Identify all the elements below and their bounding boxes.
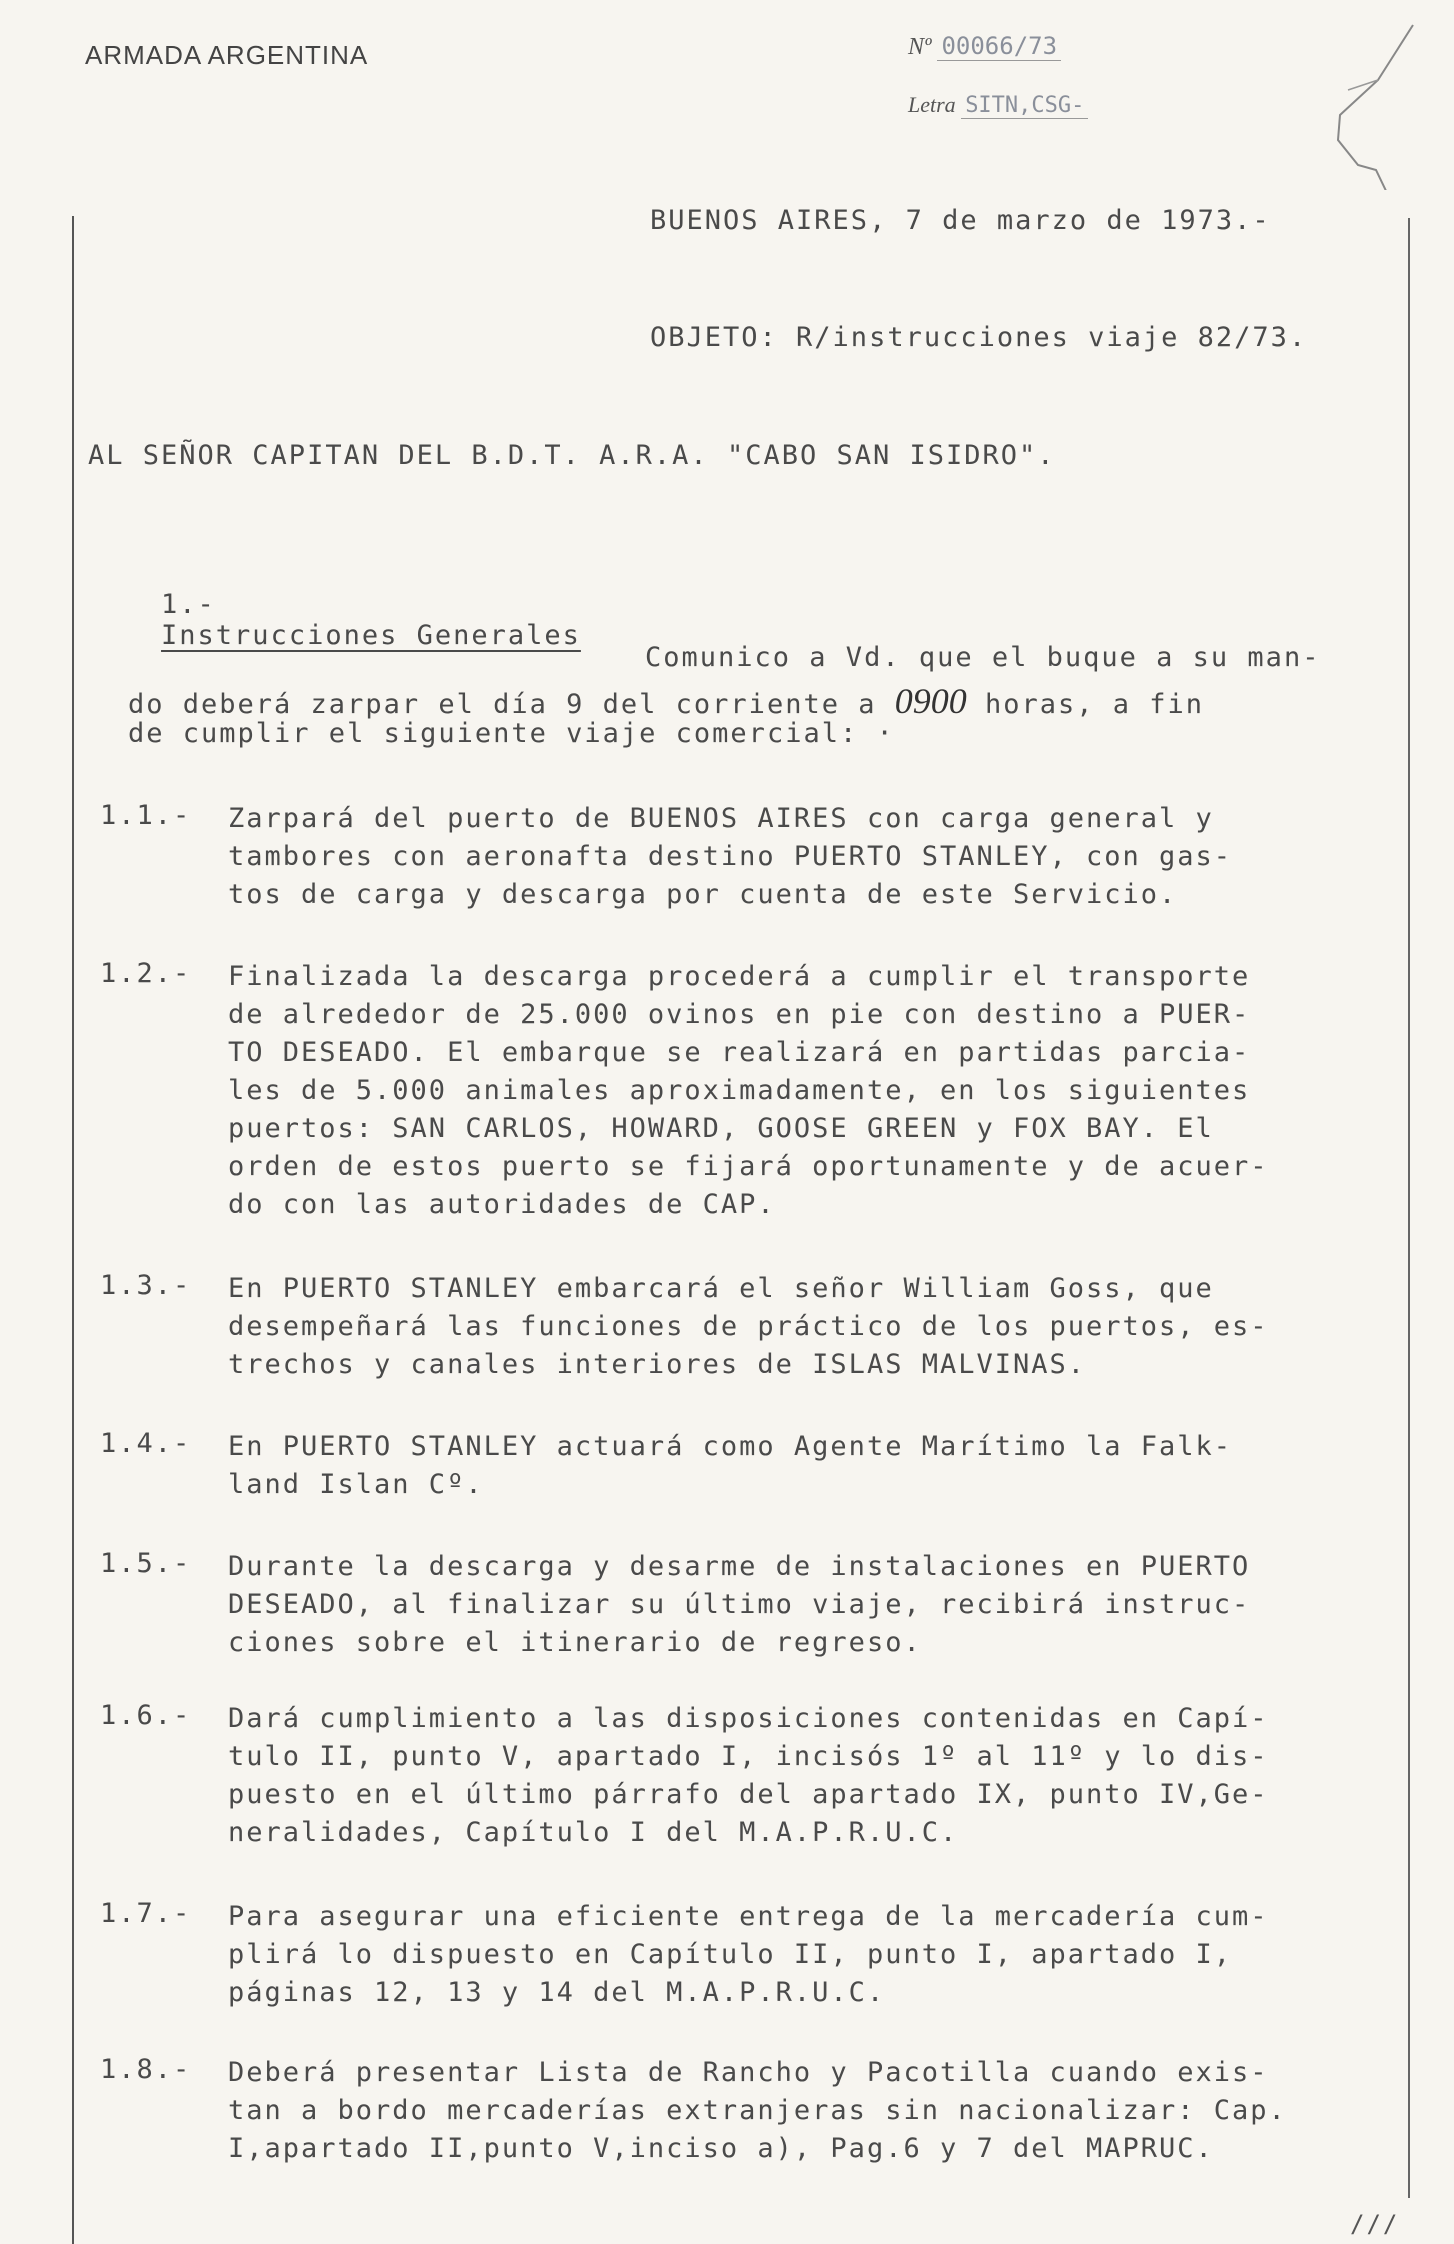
intro-line-2-b: horas, a fin xyxy=(966,689,1205,720)
paragraph-line: tambores con aeronafta destino PUERTO STANLEY, con gas- xyxy=(228,841,1233,872)
paragraph-body xyxy=(228,1428,1232,1504)
intro-line-1: Comunico a Vd. que el buque a su man- xyxy=(645,642,1321,673)
paragraph-line: Para asegurar una eficiente entrega de la mercadería cum- xyxy=(228,1901,1269,1932)
paragraph-body xyxy=(228,1548,1250,1662)
paragraph-line: land Islan Cº. xyxy=(228,1469,484,1500)
paragraph-body xyxy=(228,958,1269,1224)
section-heading xyxy=(88,558,581,682)
intro-line-3: de cumplir el siguiente viaje comercial: · xyxy=(128,718,895,749)
paragraph-line: plirá lo dispuesto en Capítulo II, punto I, apartado I, xyxy=(228,1939,1233,1970)
paragraph-line: Deberá presentar Lista de Rancho y Pacotilla cuando exis- xyxy=(228,2057,1269,2088)
paragraph-line: tulo II, punto V, apartado I, incisós 1º al 11º y lo dis- xyxy=(228,1741,1269,1772)
paragraph-line: trechos y canales interiores de ISLAS MALVINAS. xyxy=(228,1349,1087,1380)
paragraph-number: 1.3.- xyxy=(100,1270,192,1301)
paragraph-line: neralidades, Capítulo I del M.A.P.R.U.C. xyxy=(228,1817,959,1848)
paragraph-line: puertos: SAN CARLOS, HOWARD, GOOSE GREEN y FOX BAY. El xyxy=(228,1113,1214,1144)
paragraph-line: orden de estos puerto se fijará oportunamente y de acuer- xyxy=(228,1151,1269,1182)
continuation-mark: /// xyxy=(1350,2210,1400,2238)
letra-value: SITN,CSG- xyxy=(961,93,1088,119)
paragraph-line: I,apartado II,punto V,inciso a), Pag.6 y 7 del MAPRUC. xyxy=(228,2133,1214,2164)
paragraph-line: En PUERTO STANLEY embarcará el señor William Goss, que xyxy=(228,1273,1214,1304)
number-value: 00066/73 xyxy=(937,32,1061,61)
intro-line-2-a: do deberá zarpar el día 9 del corriente a xyxy=(128,689,895,720)
paragraph-line: desempeñará las funciones de práctico de los puertos, es- xyxy=(228,1311,1269,1342)
document-number xyxy=(908,32,1061,61)
paragraph-line: puesto en el último párrafo del apartado IX, punto IV,Ge- xyxy=(228,1779,1269,1810)
intro-line-2 xyxy=(128,680,1204,722)
paragraph-body xyxy=(228,1270,1269,1384)
letterhead: ARMADA ARGENTINA xyxy=(85,40,369,70)
paragraph-body xyxy=(228,800,1232,914)
objeto-line: OBJETO: R/instrucciones viaje 82/73. xyxy=(650,322,1308,353)
paragraph-line: les de 5.000 animales aproximadamente, en los siguientes xyxy=(228,1075,1251,1106)
paragraph-number: 1.1.- xyxy=(100,800,192,831)
paragraph-number: 1.4.- xyxy=(100,1428,192,1459)
paragraph-line: Finalizada la descarga procederá a cumplir el transporte xyxy=(228,961,1251,992)
section-title: Instrucciones Generales xyxy=(161,620,581,651)
right-margin-line xyxy=(1408,218,1410,2198)
paragraph-line: DESEADO, al finalizar su último viaje, recibirá instruc- xyxy=(228,1589,1251,1620)
addressee-line: AL SEÑOR CAPITAN DEL B.D.T. A.R.A. "CABO SAN ISIDRO". xyxy=(88,440,1056,471)
paragraph-line: Durante la descarga y desarme de instalaciones en PUERTO xyxy=(228,1551,1251,1582)
left-margin-line xyxy=(72,216,74,2244)
document-letra xyxy=(908,92,1088,118)
corner-fold-mark xyxy=(1318,20,1438,190)
paragraph-line: ciones sobre el itinerario de regreso. xyxy=(228,1627,922,1658)
number-label: Nº xyxy=(908,34,932,60)
paragraph-body xyxy=(228,1700,1269,1852)
date-line: BUENOS AIRES, 7 de marzo de 1973.- xyxy=(650,205,1271,236)
paragraph-line: tos de carga y descarga por cuenta de este Servicio. xyxy=(228,879,1178,910)
paragraph-number: 1.7.- xyxy=(100,1898,192,1929)
paragraph-number: 1.6.- xyxy=(100,1700,192,1731)
handwritten-time: 0900 xyxy=(894,681,967,721)
paragraph-line: Dará cumplimiento a las disposiciones contenidas en Capí- xyxy=(228,1703,1269,1734)
paragraph-line: do con las autoridades de CAP. xyxy=(228,1189,776,1220)
paragraph-line: de alrededor de 25.000 ovinos en pie con destino a PUER- xyxy=(228,999,1251,1030)
paragraph-line: En PUERTO STANLEY actuará como Agente Marítimo la Falk- xyxy=(228,1431,1233,1462)
paragraph-number: 1.2.- xyxy=(100,958,192,989)
paragraph-body xyxy=(228,2054,1287,2168)
paragraph-line: TO DESEADO. El embarque se realizará en partidas parcia- xyxy=(228,1037,1251,1068)
letra-label: Letra xyxy=(908,92,956,117)
paragraph-line: Zarpará del puerto de BUENOS AIRES con carga general y xyxy=(228,803,1214,834)
paragraph-line: páginas 12, 13 y 14 del M.A.P.R.U.C. xyxy=(228,1977,886,2008)
section-number: 1.- xyxy=(161,589,216,620)
paragraph-line: tan a bordo mercaderías extranjeras sin nacionalizar: Cap. xyxy=(228,2095,1287,2126)
paragraph-number: 1.5.- xyxy=(100,1548,192,1579)
paragraph-number: 1.8.- xyxy=(100,2054,192,2085)
paragraph-body xyxy=(228,1898,1269,2012)
